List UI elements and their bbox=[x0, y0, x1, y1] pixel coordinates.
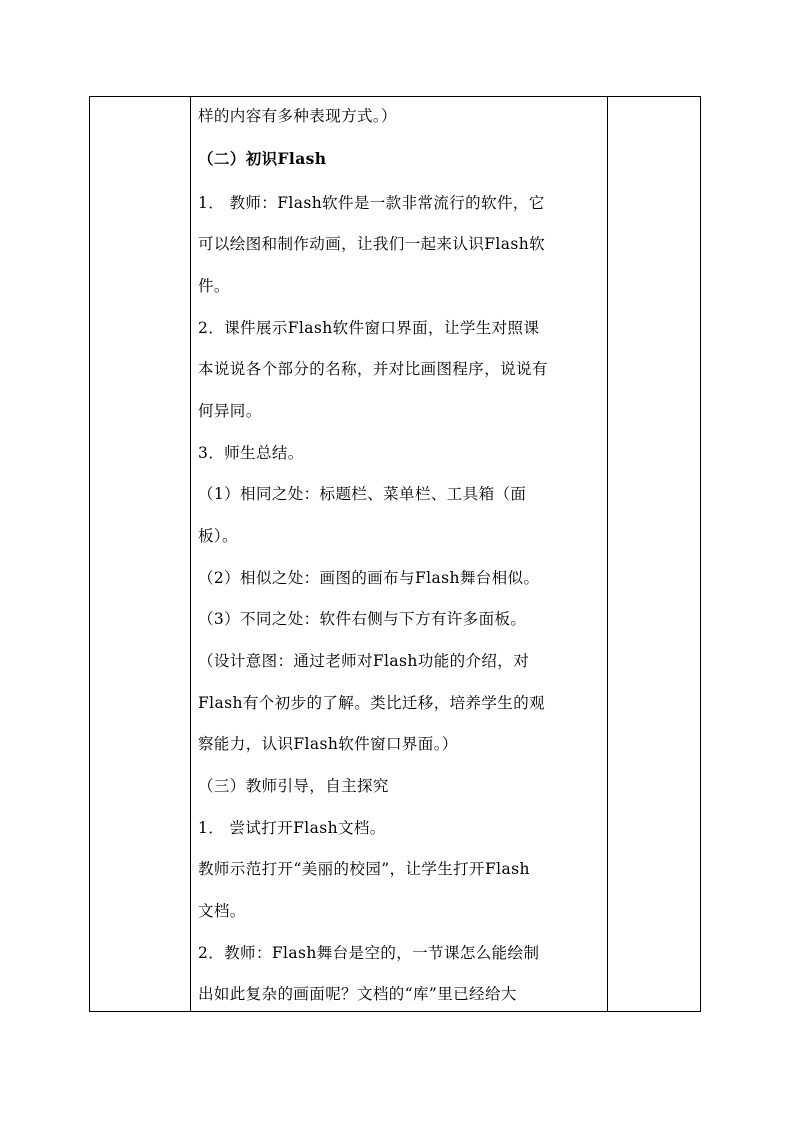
text-line: 件。 bbox=[198, 277, 230, 295]
text-line: Flash有个初步的了解。类比迁移，培养学生的观 bbox=[198, 694, 545, 712]
right-column-divider bbox=[607, 97, 608, 1011]
text-line: （3）不同之处：软件右侧与下方有许多面板。 bbox=[198, 610, 527, 628]
lesson-content-cell bbox=[198, 97, 598, 1011]
text-line: 出如此复杂的画面呢？文档的“库”里已经给大 bbox=[198, 985, 517, 1003]
text-line: （1）相同之处：标题栏、菜单栏、工具箱（面 bbox=[198, 485, 527, 503]
text-line: 察能力，认识Flash软件窗口界面。） bbox=[198, 735, 458, 753]
text-line: 2．课件展示Flash软件窗口界面，让学生对照课 bbox=[198, 319, 540, 337]
text-line: 样的内容有多种表现方式。） bbox=[198, 107, 397, 125]
text-line: 3．师生总结。 bbox=[198, 444, 304, 462]
lesson-plan-table bbox=[89, 96, 701, 1012]
text-line: 教师示范打开“美丽的校园”，让学生打开Flash bbox=[198, 860, 530, 878]
text-line: 1． 教师：Flash软件是一款非常流行的软件，它 bbox=[198, 194, 545, 212]
section-heading: （三）教师引导，自主探究 bbox=[198, 777, 389, 795]
left-column-divider bbox=[190, 97, 191, 1011]
text-line: （2）相似之处：画图的画布与Flash舞台相似。 bbox=[198, 569, 540, 587]
text-line: 可以绘图和制作动画，让我们一起来认识Flash软 bbox=[198, 235, 545, 253]
text-line: （设计意图：通过老师对Flash功能的介绍，对 bbox=[198, 652, 530, 670]
text-line: 文档。 bbox=[198, 902, 246, 920]
text-line: 1． 尝试打开Flash文档。 bbox=[198, 819, 386, 837]
section-heading: （二）初识Flash bbox=[198, 149, 327, 168]
text-line: 板）。 bbox=[198, 527, 238, 545]
text-line: 2．教师：Flash舞台是空的，一节课怎么能绘制 bbox=[198, 944, 540, 962]
text-line: 何异同。 bbox=[198, 402, 262, 420]
text-line: 本说说各个部分的名称，并对比画图程序，说说有 bbox=[198, 360, 548, 378]
